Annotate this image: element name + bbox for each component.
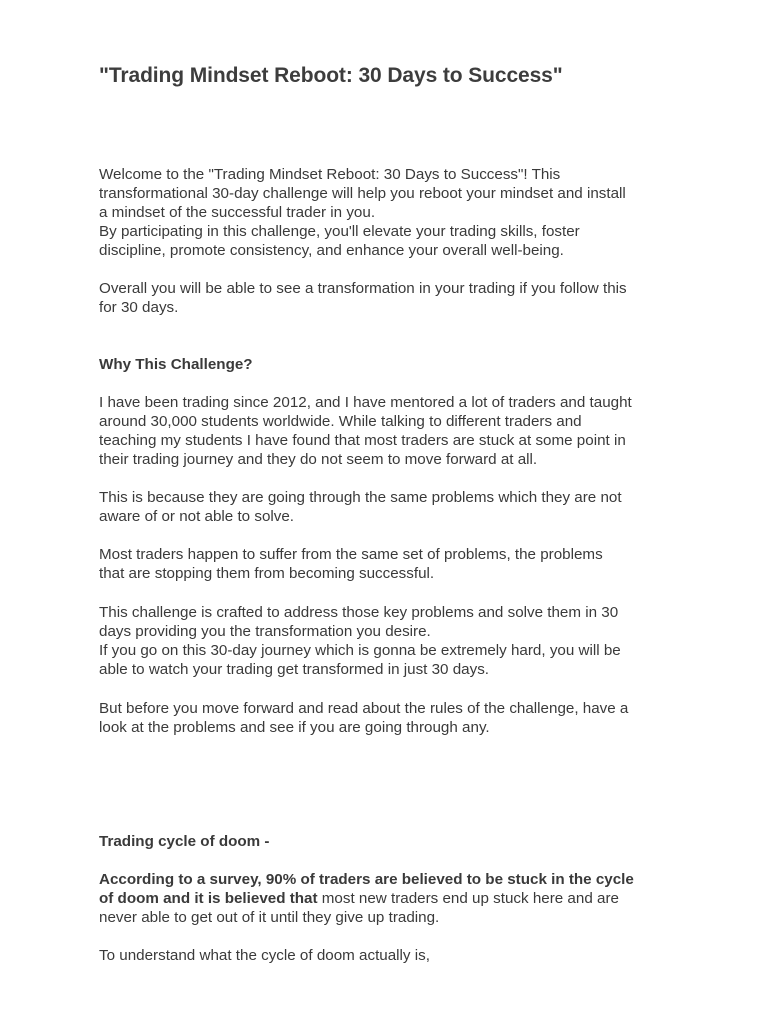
why-line: I have been trading since 2012, and I have mentored a lot of traders and taught	[99, 394, 632, 411]
why-paragraph-3	[99, 545, 679, 583]
intro-line: a mindset of the successful trader in you.	[99, 204, 376, 221]
why-line: around 30,000 students worldwide. While talking to different traders and	[99, 413, 582, 430]
overall-paragraph	[99, 279, 679, 317]
why-paragraph-4	[99, 603, 679, 679]
cycle-line: never able to get out of it until they give up trading.	[99, 909, 440, 926]
intro-paragraph	[99, 165, 679, 260]
why-line: days providing you the transformation you desire.	[99, 623, 431, 640]
why-line: If you go on this 30-day journey which is gonna be extremely hard, you will be	[99, 642, 621, 659]
why-paragraph-5	[99, 699, 679, 737]
why-line: their trading journey and they do not seem to move forward at all.	[99, 451, 538, 468]
why-paragraph-2	[99, 488, 679, 526]
intro-line: Welcome to the "Trading Mindset Reboot: 30 Days to Success"! This	[99, 166, 561, 183]
cycle-text: most new traders end up stuck here and are	[317, 890, 619, 907]
cycle-paragraph-1	[99, 870, 679, 927]
cycle-bold-text: of doom and it is believed that	[99, 890, 318, 907]
cycle-of-doom-heading: Trading cycle of doom -	[99, 833, 270, 850]
why-line: Most traders happen to suffer from the same set of problems, the problems	[99, 546, 603, 563]
why-line: But before you move forward and read about the rules of the challenge, have a	[99, 700, 629, 717]
cycle-paragraph-2	[99, 946, 679, 965]
cycle-line	[99, 889, 679, 908]
cycle-line	[99, 870, 679, 889]
intro-line: discipline, promote consistency, and enhance your overall well-being.	[99, 242, 564, 259]
intro-line: transformational 30-day challenge will help you reboot your mindset and install	[99, 185, 626, 202]
cycle-line: To understand what the cycle of doom actually is,	[99, 947, 430, 964]
why-line: This challenge is crafted to address those key problems and solve them in 30	[99, 604, 619, 621]
overall-line: Overall you will be able to see a transformation in your trading if you follow this	[99, 280, 627, 297]
why-paragraph-1	[99, 393, 679, 469]
why-line: look at the problems and see if you are going through any.	[99, 719, 490, 736]
why-line: that are stopping them from becoming successful.	[99, 565, 435, 582]
cycle-bold-text: According to a survey, 90% of traders are believed to be stuck in the cycle	[99, 871, 634, 888]
overall-line: for 30 days.	[99, 299, 179, 316]
why-challenge-heading: Why This Challenge?	[99, 356, 253, 373]
why-line: able to watch your trading get transformed in just 30 days.	[99, 661, 490, 678]
why-line: teaching my students I have found that most traders are stuck at some point in	[99, 432, 626, 449]
intro-line: By participating in this challenge, you'll elevate your trading skills, foster	[99, 223, 580, 240]
document-title: "Trading Mindset Reboot: 30 Days to Success"	[99, 64, 563, 87]
why-line: This is because they are going through the same problems which they are not	[99, 489, 622, 506]
why-line: aware of or not able to solve.	[99, 508, 295, 525]
